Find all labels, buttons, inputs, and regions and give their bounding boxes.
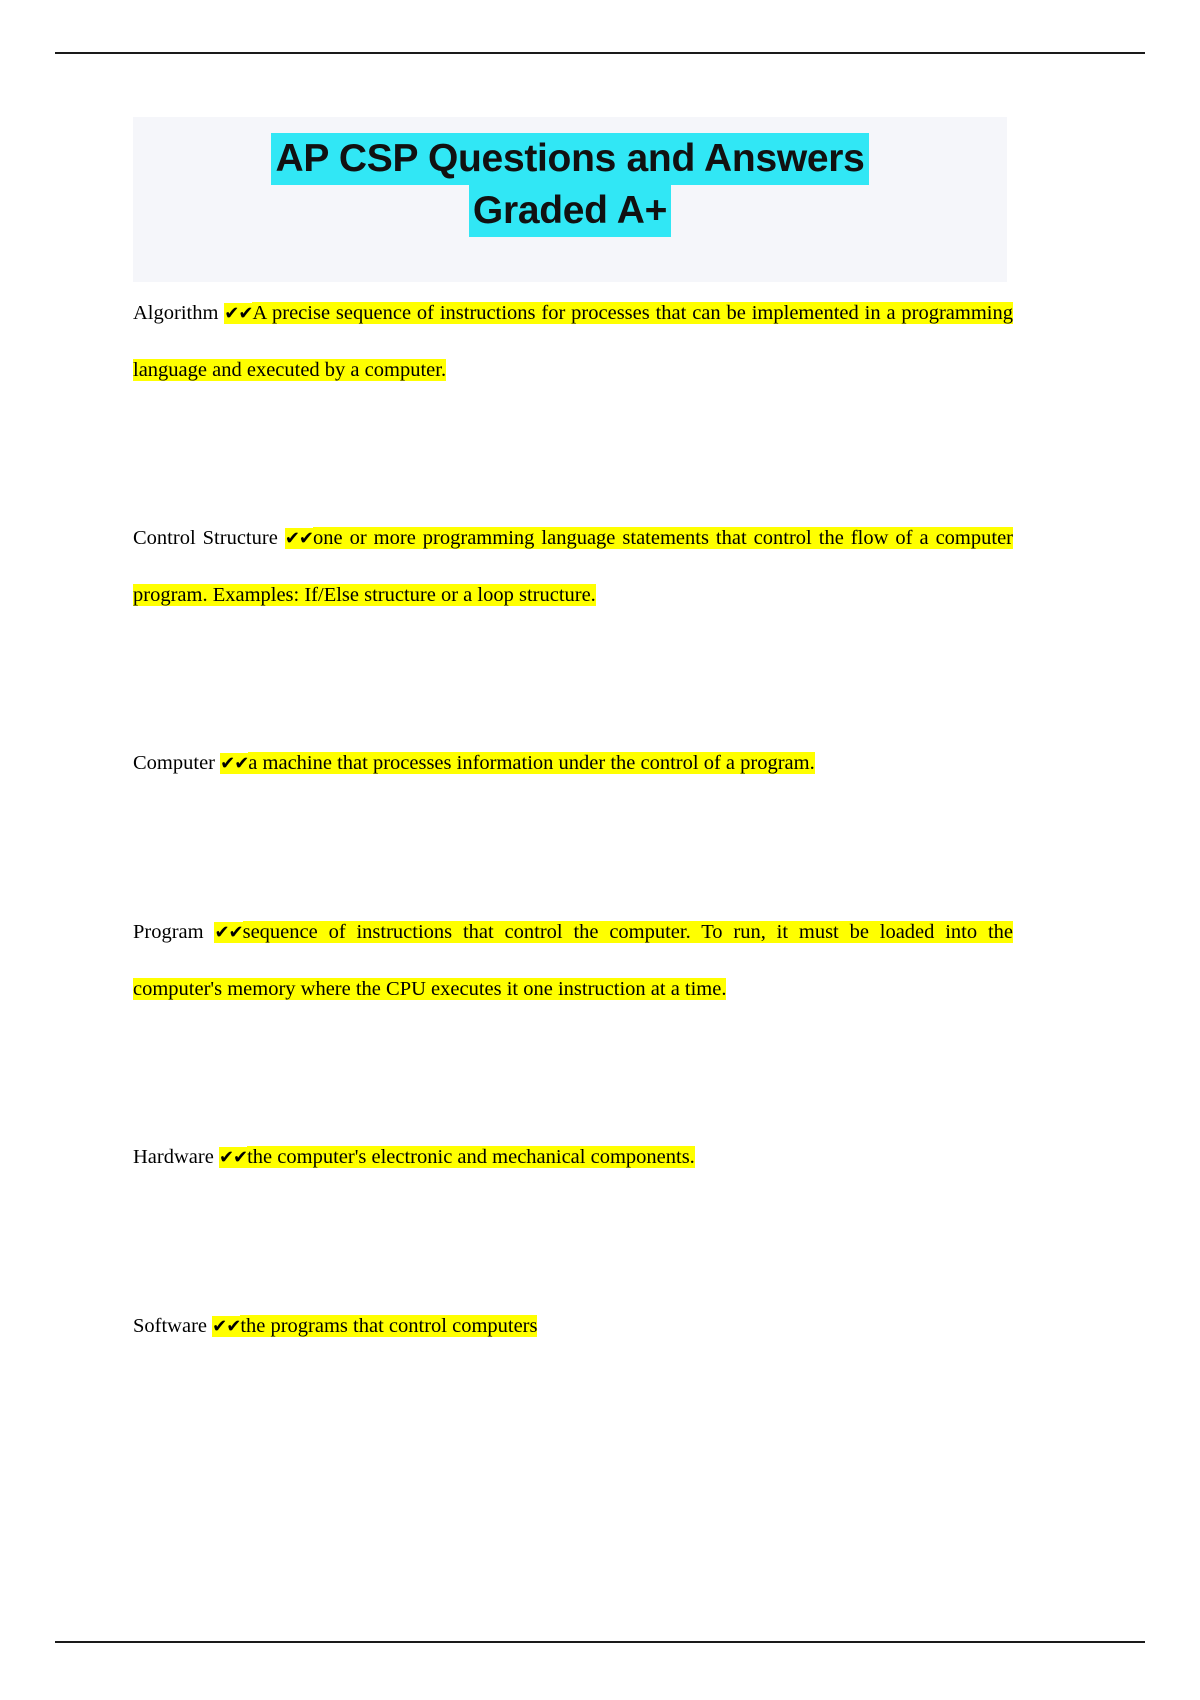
document-title-line-2: Graded A+ [469, 185, 671, 237]
definition-entry-program [133, 904, 1013, 1017]
check-icon: ✔✔ [284, 528, 313, 549]
entry-spacer [133, 792, 1013, 904]
definition-entry-hardware [133, 1129, 1013, 1186]
check-icon: ✔✔ [224, 303, 253, 324]
check-icon: ✔✔ [220, 753, 249, 774]
check-icon: ✔✔ [212, 1316, 241, 1337]
term-label-computer: Computer [133, 752, 221, 774]
footer-rule [55, 1641, 1145, 1643]
term-label-program: Program [133, 921, 215, 943]
check-icon: ✔✔ [214, 922, 243, 943]
definition-entry-algorithm [133, 285, 1013, 398]
definitions-list [133, 285, 1013, 1355]
entry-spacer [133, 398, 1013, 510]
term-label-software: Software [133, 1315, 213, 1337]
header-rule [55, 52, 1145, 54]
entry-spacer [133, 623, 1013, 735]
definition-text-software: the programs that control computers [240, 1315, 538, 1337]
title-block [133, 117, 1007, 282]
term-label-hardware: Hardware [133, 1146, 219, 1168]
document-title-line-1: AP CSP Questions and Answers [271, 133, 868, 185]
definition-text-algorithm: A precise sequence of instructions for processes that can be implemented in a programming language and executed by a computer. [133, 302, 1013, 381]
definition-text-program: sequence of instructions that control the computer. To run, it must be loaded into the computer's memory where the CPU executes it one instruction at a time. [133, 921, 1013, 1000]
definition-entry-control-structure [133, 510, 1013, 623]
term-label-algorithm: Algorithm [133, 302, 225, 324]
definition-text-control-structure: one or more programming language statements that control the flow of a computer program. Examples: If/Else structure or a loop structure. [133, 527, 1013, 606]
definition-text-computer: a machine that processes information under the control of a program. [248, 752, 815, 774]
term-label-control-structure: Control Structure [133, 527, 285, 549]
entry-spacer [133, 1186, 1013, 1298]
entry-spacer [133, 1017, 1013, 1129]
definition-text-hardware: the computer's electronic and mechanical components. [247, 1146, 695, 1168]
definition-entry-computer [133, 735, 1013, 792]
check-icon: ✔✔ [218, 1147, 248, 1168]
definition-entry-software [133, 1298, 1013, 1355]
